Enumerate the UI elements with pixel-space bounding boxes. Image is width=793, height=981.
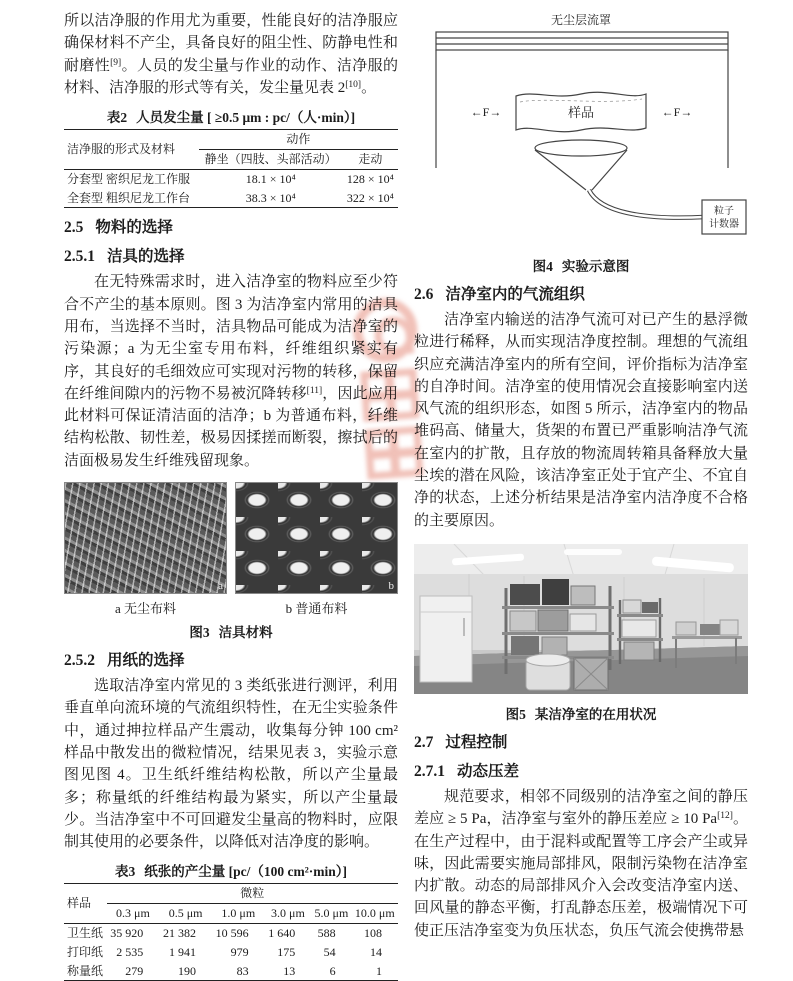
continued-paragraph: 所以洁净服的作用尤为重要，性能良好的洁净服应确保材料不产尘，具备良好的阻尘性、防静电性和耐磨性[9]。人员的发尘量与作业的动作、洁净服的材料、洁净服的形式等有关，发尘量见表 2[10]。: [64, 13, 398, 96]
image-corner-label-a: a: [218, 580, 223, 593]
section-heading-2-5: 2.5 物料的选择: [64, 219, 173, 237]
citation-11: [11]: [306, 385, 323, 396]
fabric-texture-image-b: [235, 482, 398, 594]
table2-title: 表2 人员发尘量 [ ≥0.5 μm : pc/（人·min）]: [106, 110, 356, 126]
figure4-diagram: [414, 10, 748, 275]
citation-10: [10]: [345, 79, 362, 90]
table2-subheader-sitting: 静坐（四肢、头部活动）: [199, 149, 343, 169]
figure3-sublabel-a: a 无尘布料: [114, 601, 177, 617]
section-heading-2-5-1: 2.5.1 洁具的选择: [64, 248, 185, 266]
citation-12: [12]: [717, 811, 733, 822]
sample-label: 样品: [567, 105, 595, 120]
table-row: 打印纸 2 535 1 941 979 175 54 14: [67, 944, 382, 959]
paragraph-dynamic-pressure: 规范要求，相邻不同级别的洁净室之间的静压差应 ≥ 5 Pa，洁净室与室外的静压差应 ≥ 10 Pa[12]。在生产过程中，由于混料或配置等工序会产尘或异味，因此需要实施局部排风，限制污染物在洁净室内扩散。动态的局部排风介入会改变洁净室内送、回风量的静态平衡，打乱静态压差，极端情况下可使正压洁净室变为负压状态，负压气流会使携带悬: [414, 788, 748, 939]
table3-paper-dust-emission: 样品 微粒 0.3 μm 0.5 μm 1.0 μm 3.0 μm 5.0 μm 10.0 μm 卫生纸 35 920 21 382 10 596 1 640 588 108 打印纸 2 535 1 941 979 175 54 14 称量纸 279 190 83 13 6 1: [64, 883, 398, 981]
paragraph-airflow: 洁净室内输送的洁净气流可对已产生的悬浮微粒进行稀释，从而实现洁净度控制。理想的气流组织应充满洁净室内的所有空间，评价指标为洁净室的自净时间。洁净室的使用情况会直接影响室内送风气流的组织形态，如图 5 所示，洁净室内的物品堆码高、储量大，货架的布置已严重影响洁净气流在室内的扩散，且存放的物流周转箱具备释放大量尘埃的潜在风险，该洁净室正处于宜产尘、不宜自净的状态，上述分析结果是洁净室内洁净度不合格的主要原因。: [414, 312, 748, 529]
fabric-texture-image-a: [64, 482, 227, 594]
table3-col-header: 样品: [64, 884, 107, 924]
table3-title: 表3 纸张的产尘量 [pc/（100 cm²·min）]: [114, 864, 348, 880]
laminar-hood-label: 无尘层流罩: [550, 13, 612, 27]
section-heading-2-7: 2.7 过程控制: [414, 733, 508, 751]
table-row: 全套型 粗织尼龙工作台 38.3 × 10⁴ 322 × 10⁴: [67, 190, 394, 205]
particle-counter-label-1: 粒子: [714, 206, 734, 217]
left-column: [64, 10, 398, 981]
table2-person-dust-emission: [64, 129, 398, 208]
figure3-caption: 图3 洁具材料: [189, 625, 273, 641]
table-row: 分套型 密织尼龙工作服 18.1 × 10⁴ 128 × 10⁴: [67, 171, 394, 186]
right-column: [414, 10, 748, 981]
table3-group-header: 微粒: [107, 884, 398, 904]
figure5-caption: 图5 某洁净室的在用状况: [505, 706, 657, 722]
figure4-caption: 图4 实验示意图: [532, 259, 630, 274]
flow-arrow-right: ←F→: [661, 105, 693, 119]
table2-col-header: 洁净服的形式及材料: [64, 130, 199, 170]
sampling-tube: [589, 190, 704, 218]
image-corner-label-b: b: [388, 580, 394, 593]
paper-page: [64, 10, 749, 981]
figure3-sublabel-b: b 普通布料: [285, 601, 348, 617]
flow-arrow-left: ←F→: [470, 105, 502, 119]
paragraph-paper-selection: 选取洁净室内常见的 3 类纸张进行测评，利用垂直单向流环境的气流组织特性，在无尘实验条件中，通过抻拉样品产生震动，收集每分钟 100 cm² 样品中散发出的微粒情况，结果见表 3，实验示意图见图 4。卫生纸纤维结构松散，所以产尘量最多；称量纸的纤维结构最为紧实，所以产尘量最少。当洁净室中不可回避发尘量高的物料时，应限制其使用的必要条件，以降低对洁净度的影响。: [64, 678, 398, 851]
table2-subheader-walking: 走动: [343, 149, 398, 169]
cleanroom-photo: [414, 544, 748, 694]
particle-counter-label-2: 计数器: [709, 219, 739, 230]
paragraph-cleaning-cloth: 在无特殊需求时，进入洁净室的物料应至少符合不产尘的基本原则。图 3 为洁净室内常用的洁具用布，当选择不当时，洁具物品可能成为洁净室的污染源；a 为无尘室专用布料，纤维组织紧实有序，其良好的毛细效应可实现对污物的转移，保留在纤维间隙内的污物不易被沉降转移[11]，因此应用此材料可保证清洁面的洁净；b 为普通布料，纤维结构松散、韧性差，极易因揉搓而断裂，擦拭后的洁面极易发生纤维残留现象。: [64, 274, 398, 469]
section-heading-2-5-2: 2.5.2 用纸的选择: [64, 652, 185, 670]
figure5: [414, 544, 748, 723]
table2-group-header: 动作: [199, 130, 398, 150]
funnel: [535, 140, 627, 190]
table-row: 卫生纸 35 920 21 382 10 596 1 640 588 108: [67, 926, 382, 941]
section-heading-2-7-1: 2.7.1 动态压差: [414, 762, 520, 780]
table-row: 称量纸 279 190 83 13 6 1: [67, 963, 382, 978]
figure3: [64, 482, 398, 641]
section-heading-2-6: 2.6 洁净室内的气流组织: [414, 286, 585, 303]
citation-9: [9]: [110, 57, 122, 68]
